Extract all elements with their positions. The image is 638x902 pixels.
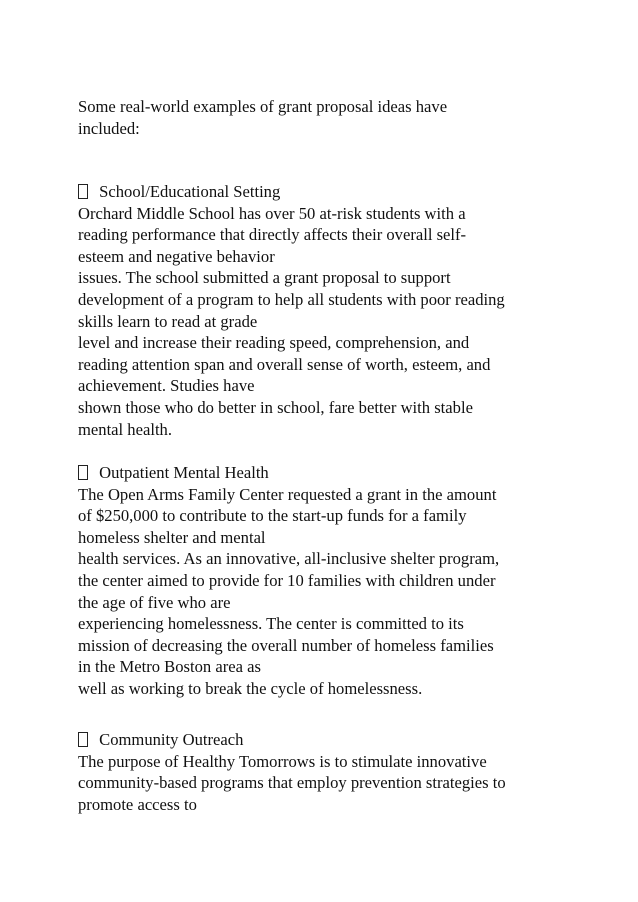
body-line: community-based programs that employ prevention strategies to: [78, 773, 506, 793]
section-school: [78, 181, 618, 440]
body-line: The Open Arms Family Center requested a grant in the amount: [78, 484, 497, 504]
body-line: in the Metro Boston area as: [78, 657, 261, 677]
body-line: esteem and negative behavior: [78, 246, 275, 266]
body-line: The purpose of Healthy Tomorrows is to stimulate innovative: [78, 751, 487, 771]
section-heading: [78, 729, 618, 751]
body-line: reading performance that directly affects their overall self-: [78, 225, 467, 245]
section-community: [78, 729, 618, 815]
body-line: experiencing homelessness. The center is committed to its: [78, 614, 464, 634]
body-line: level and increase their reading speed, comprehension, and: [78, 333, 470, 353]
intro-paragraph: [78, 96, 618, 139]
body-line: mission of decreasing the overall number of homeless families: [78, 635, 494, 655]
body-line: Orchard Middle School has over 50 at-risk students with a: [78, 203, 466, 223]
intro-line: included:: [78, 118, 140, 138]
body-line: well as working to break the cycle of homelessness.: [78, 678, 423, 698]
body-line: development of a program to help all students with poor reading: [78, 289, 505, 309]
section-heading: [78, 462, 618, 484]
body-line: the age of five who are: [78, 592, 231, 612]
section-heading: [78, 181, 618, 203]
body-line: skills learn to read at grade: [78, 311, 258, 331]
body-line: health services. As an innovative, all-inclusive shelter program,: [78, 549, 500, 569]
body-line: homeless shelter and mental: [78, 527, 266, 547]
section-heading-text: Community Outreach: [99, 730, 244, 749]
missing-glyph-icon: [78, 732, 88, 747]
body-line: promote access to: [78, 794, 197, 814]
intro-line: Some real-world examples of grant proposal ideas have: [78, 97, 448, 116]
missing-glyph-icon: [78, 184, 88, 199]
body-line: achievement. Studies have: [78, 376, 255, 396]
missing-glyph-icon: [78, 465, 88, 480]
body-line: of $250,000 to contribute to the start-up funds for a family: [78, 506, 467, 526]
body-line: the center aimed to provide for 10 families with children under: [78, 570, 496, 590]
body-line: shown those who do better in school, fare better with stable: [78, 397, 473, 417]
body-line: mental health.: [78, 419, 172, 439]
section-outpatient: [78, 462, 618, 700]
body-line: issues. The school submitted a grant proposal to support: [78, 268, 451, 288]
section-heading-text: School/Educational Setting: [99, 182, 281, 201]
section-heading-text: Outpatient Mental Health: [99, 463, 269, 482]
body-line: reading attention span and overall sense of worth, esteem, and: [78, 354, 491, 374]
